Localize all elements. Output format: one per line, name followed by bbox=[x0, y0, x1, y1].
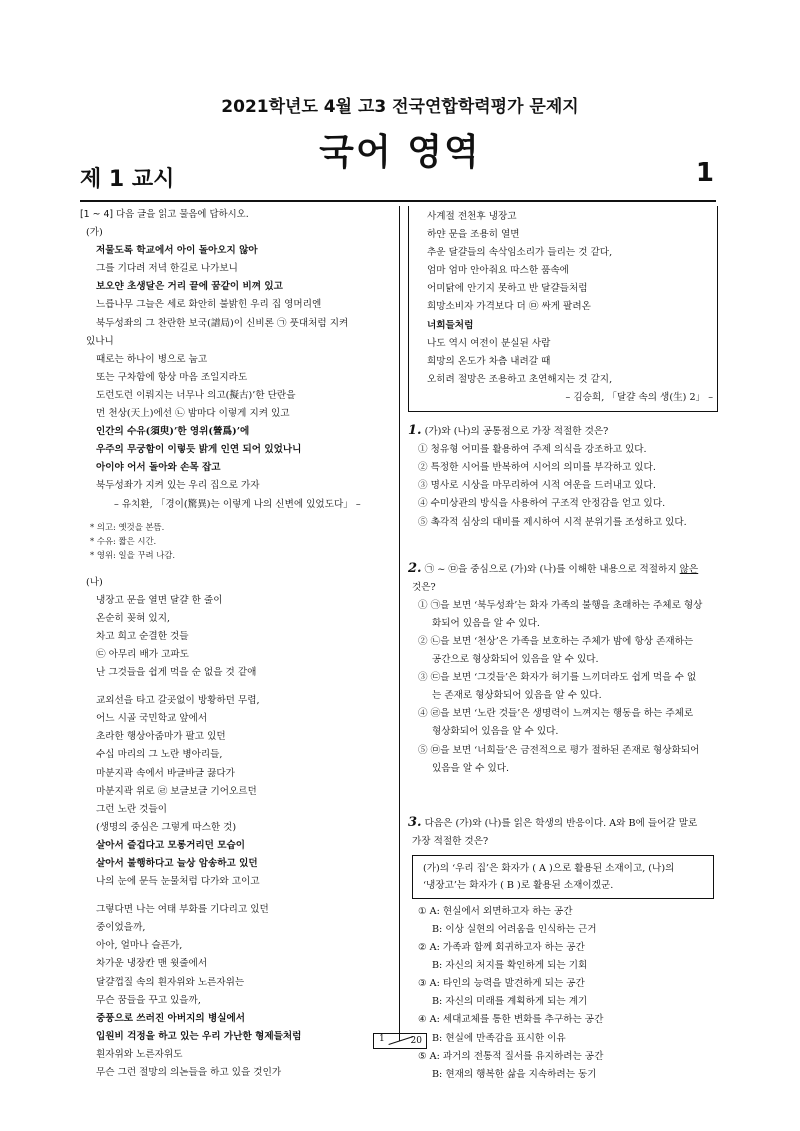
option-text: ④ A: 세대교체를 통한 변화를 추구하는 공간 bbox=[418, 1014, 604, 1026]
option-text: 있음을 알 수 있다. bbox=[432, 762, 510, 774]
poem-line: 그렇다면 나는 여태 부화를 기다리고 있던 bbox=[96, 904, 269, 916]
header-rule bbox=[80, 200, 716, 202]
poem-line: 때로는 하나이 병으로 눕고 bbox=[96, 353, 208, 365]
total-pages: 20 bbox=[410, 1036, 422, 1046]
poem-line: 어느 시골 국민학교 앞에서 bbox=[96, 713, 208, 725]
question-stem: 다음은 (가)와 (나)를 읽은 학생의 반응이다. A와 B에 들어갈 말로 bbox=[424, 817, 698, 829]
poem-line: 보오얀 초생달은 거리 끝에 꿈같이 비껴 있고 bbox=[96, 281, 283, 293]
poem-line: 또는 구차함에 항상 마음 조일지라도 bbox=[96, 371, 248, 383]
option-text: ③ A: 타인의 능력을 발견하게 되는 공간 bbox=[418, 978, 585, 990]
question-stem: (가)와 (나)의 공통점으로 가장 적절한 것은? bbox=[424, 426, 609, 438]
poem-line: 추운 달걀들의 속삭임소리가 들리는 것 같다, bbox=[427, 247, 613, 259]
answer-option[interactable] bbox=[408, 1048, 720, 1084]
answer-option[interactable]: ④ 수미상관의 방식을 사용하여 구조적 안정감을 얻고 있다. bbox=[418, 498, 666, 510]
poem-line: 도런도런 이뤄지는 너무나 의고(擬古)’한 단란을 bbox=[96, 389, 296, 401]
poem-line: ㉢ 아무리 배가 고파도 bbox=[96, 648, 189, 660]
answer-option[interactable]: ⑤ 촉각적 심상의 대비를 제시하여 시적 분위기를 조성하고 있다. bbox=[418, 516, 687, 528]
answer-option[interactable] bbox=[408, 633, 720, 669]
question-number: 2. bbox=[408, 560, 422, 576]
poem-line: 있나니 bbox=[86, 335, 114, 347]
condition-box bbox=[412, 855, 714, 899]
answer-option[interactable] bbox=[408, 669, 720, 705]
option-text: ② ㉡을 보면 ‘천상’은 가족을 보호하는 주체가 밤에 항상 존재하는 bbox=[418, 635, 694, 647]
poem-line: 북두성좌의 그 찬란한 보국(譜局)이 신비론 ㉠ 풋대처럼 지켜 bbox=[96, 317, 349, 329]
poem-line: 난 그것들을 쉽게 먹을 순 없을 것 같애 bbox=[96, 667, 257, 679]
option-text: 는 존재로 형상화되어 있음을 알 수 있다. bbox=[432, 690, 602, 702]
answer-option[interactable]: ① 청유형 어미를 활용하여 주제 의식을 강조하고 있다. bbox=[418, 444, 647, 456]
page-number: 1 bbox=[695, 158, 714, 188]
poem-line: 살아서 불행하다고 늘상 암송하고 있던 bbox=[96, 858, 258, 869]
poem-line: 인간의 수유(須臾)’한 영위(營爲)’에 bbox=[96, 426, 250, 438]
option-text: ① ㉠을 보면 ‘북두성좌’는 화자 가족의 불행을 초래하는 주체로 형상 bbox=[418, 599, 703, 611]
poem-line: 나의 눈에 문득 눈물처럼 다가와 고이고 bbox=[96, 876, 260, 888]
negation-emphasis: 않은 bbox=[679, 563, 699, 575]
question-1 bbox=[408, 422, 720, 532]
poem-line: 마분지곽 속에서 바글바글 끓다가 bbox=[96, 767, 235, 779]
box-line: (가)의 ‘우리 집’은 화자가 ( A )으로 활용된 소재이고, (나)의 bbox=[423, 862, 675, 874]
poem-line: 북두성좌가 지켜 있는 우리 집으로 가자 bbox=[96, 480, 260, 492]
poem-line: 너희들처럼 bbox=[427, 319, 474, 331]
poem-line: 먼 천상(天上)에선 ㉡ 밤마다 이렇게 지켜 있고 bbox=[96, 408, 290, 420]
poem-line: 입원비 걱정을 하고 있는 우리 가난한 형제들처럼 bbox=[96, 1030, 302, 1042]
poem-line: 초라한 행상아줌마가 팔고 있던 bbox=[96, 731, 226, 743]
option-text: ④ ㉣을 보면 ‘노란 것들’은 생명력이 느껴지는 행동을 하는 주체로 bbox=[418, 708, 694, 720]
current-page: 1 bbox=[379, 1034, 385, 1044]
poem-line: 희망의 온도가 차츰 내려갈 때 bbox=[427, 355, 551, 367]
poem-line: 희망소비자 가격보다 더 ㉤ 싸게 팔려온 bbox=[427, 301, 591, 313]
option-text: B: 현재의 행복한 삶을 지속하려는 동기 bbox=[432, 1068, 597, 1080]
box-line: ‘냉장고’는 화자가 ( B )로 활용된 소재이겠군. bbox=[423, 879, 614, 891]
poem-line: 차가운 냉장칸 맨 윗줄에서 bbox=[96, 958, 208, 970]
poem-source: – 김승희, 「달걀 속의 생(生) 2」 – bbox=[565, 391, 713, 403]
answer-option[interactable] bbox=[408, 975, 720, 1011]
answer-option[interactable]: ③ 명사로 시상을 마무리하여 시적 여운을 드러내고 있다. bbox=[418, 480, 656, 492]
poem-line: 엄마 엄마 안아줘요 따스한 품속에 bbox=[427, 265, 569, 277]
column-divider bbox=[399, 206, 400, 1041]
poem-line: 중이었을까, bbox=[96, 922, 146, 934]
right-column bbox=[408, 206, 720, 1084]
poem-line: 무슨 그런 절망의 의논들을 하고 있을 것인가 bbox=[96, 1067, 282, 1079]
option-text: B: 이상 실현의 어려움을 인식하는 근거 bbox=[432, 924, 597, 935]
poem-line: 사계절 전천후 냉장고 bbox=[427, 211, 517, 222]
poem-line: 냉장고 문을 열면 달걀 한 줄이 bbox=[96, 594, 223, 606]
question-stem-cont: 것은? bbox=[412, 581, 436, 593]
answer-option[interactable] bbox=[408, 705, 720, 741]
poem-line: 수십 마리의 그 노란 병아리들, bbox=[96, 749, 223, 761]
poem-source: – 유치환, 「경이(驚異)는 이렇게 나의 신변에 있었도다」 – bbox=[114, 498, 361, 510]
question-number: 3. bbox=[408, 814, 422, 830]
instructions: [1 ~ 4] 다음 글을 읽고 물음에 답하시오. bbox=[80, 209, 249, 220]
option-text: B: 현실에 만족감을 표시한 이유 bbox=[432, 1032, 566, 1044]
question-stem-cont: 가장 적절한 것은? bbox=[412, 835, 489, 847]
left-column bbox=[80, 206, 392, 1082]
poem-line: 느릅나무 그늘은 세로 화안히 불밝힌 우리 집 영머리엔 bbox=[96, 299, 322, 311]
footnote: * 의고: 옛것을 본뜸. bbox=[90, 521, 165, 532]
option-text: B: 자신의 처지를 확인하게 되는 기회 bbox=[432, 960, 588, 972]
option-text: ⑤ A: 과거의 전통적 질서를 유지하려는 공간 bbox=[418, 1050, 604, 1062]
poem-line: 어미닭에 안기지 못하고 반 달걀들처럼 bbox=[427, 283, 588, 295]
poem-line: 중풍으로 쓰러진 아버지의 병실에서 bbox=[96, 1012, 246, 1024]
option-text: 화되어 있음을 알 수 있다. bbox=[432, 617, 540, 629]
poem-line: 그를 기다려 저녁 한길로 나가보니 bbox=[96, 263, 238, 275]
poem-line: 저물도록 학교에서 아이 돌아오지 않아 bbox=[96, 245, 258, 257]
poem-line: 달걀껍질 속의 흰자위와 노른자위는 bbox=[96, 976, 245, 988]
poem-line: 온순히 꽂혀 있지, bbox=[96, 612, 171, 624]
poem-line: 마분지곽 위로 ㉣ 보글보글 기어오르던 bbox=[96, 785, 257, 797]
poem-line: 살아서 즐겁다고 모롱거리던 모습이 bbox=[96, 839, 246, 851]
poem-b bbox=[80, 574, 392, 1083]
footnote: * 영위: 일을 꾸려 나감. bbox=[90, 549, 176, 560]
subject-title: 국어 영역 bbox=[319, 132, 481, 173]
poem-a-label: (가) bbox=[86, 227, 103, 239]
question-number: 1. bbox=[408, 423, 422, 439]
poem-line: 무슨 꿈들을 꾸고 있을까, bbox=[96, 994, 201, 1006]
option-text: ③ ㉢을 보면 ‘그것들’은 화자가 허기를 느끼더라도 쉽게 먹을 수 없 bbox=[418, 672, 697, 684]
answer-option[interactable]: ② 특정한 시어를 반복하여 시어의 의미를 부각하고 있다. bbox=[418, 462, 656, 474]
poem-line: 아이야 어서 돌아와 손목 잡고 bbox=[96, 462, 221, 474]
option-text: ② A: 가족과 함께 회귀하고자 하는 공간 bbox=[418, 942, 585, 954]
exam-title: 2021학년도 4월 고3 전국연합학력평가 문제지 bbox=[221, 97, 579, 117]
poem-line: 나도 역시 여전이 분실된 사람 bbox=[427, 337, 551, 349]
poem-line: 오히려 절망은 조용하고 초연해지는 것 같지, bbox=[427, 373, 613, 385]
poem-line: 우주의 무궁함이 이렇듯 밝게 인연 되어 있었나니 bbox=[96, 444, 302, 456]
question-2 bbox=[408, 560, 720, 778]
poem-line: 하얀 문을 조용히 열면 bbox=[427, 229, 520, 241]
page-counter bbox=[373, 1033, 427, 1049]
poem-b-label: (나) bbox=[86, 576, 103, 588]
answer-option[interactable] bbox=[408, 939, 720, 975]
answer-option[interactable] bbox=[408, 1011, 720, 1047]
answer-option[interactable] bbox=[408, 742, 720, 778]
footnote: * 수유: 짧은 시간. bbox=[90, 535, 157, 546]
poem-b-continued bbox=[408, 206, 718, 412]
poem-line: (생명의 중심은 그렇게 따스한 것) bbox=[96, 821, 237, 833]
option-text: ① A: 현실에서 외면하고자 하는 공간 bbox=[418, 905, 573, 917]
poem-line: 흰자위와 노른자위도 bbox=[96, 1048, 183, 1060]
question-stem: ㉠ ~ ㉤을 중심으로 (가)와 (나)를 이해한 내용으로 적절하지 bbox=[424, 563, 677, 575]
session-label: 제 1 교시 bbox=[80, 167, 175, 192]
poem-line: 아아, 얼마나 슬픈가, bbox=[96, 940, 183, 952]
option-text: 공간으로 형상화되어 있음을 알 수 있다. bbox=[432, 654, 599, 666]
question-3 bbox=[408, 814, 720, 1084]
poem-a bbox=[80, 224, 392, 562]
poem-line: 그런 노란 것들이 bbox=[96, 803, 167, 815]
option-text: ⑤ ㉤을 보면 ‘너희들’은 금전적으로 평가 절하된 존재로 형상화되어 bbox=[418, 744, 700, 756]
answer-option[interactable] bbox=[408, 597, 720, 633]
answer-option[interactable] bbox=[408, 903, 720, 939]
option-text: 형상화되어 있음을 알 수 있다. bbox=[432, 726, 559, 738]
option-text: B: 자신의 미래를 계획하게 되는 계기 bbox=[432, 996, 588, 1008]
poem-line: 차고 희고 순결한 것들 bbox=[96, 630, 189, 642]
poem-line: 교외선을 타고 갈곳없이 방황하던 무렵, bbox=[96, 695, 260, 707]
